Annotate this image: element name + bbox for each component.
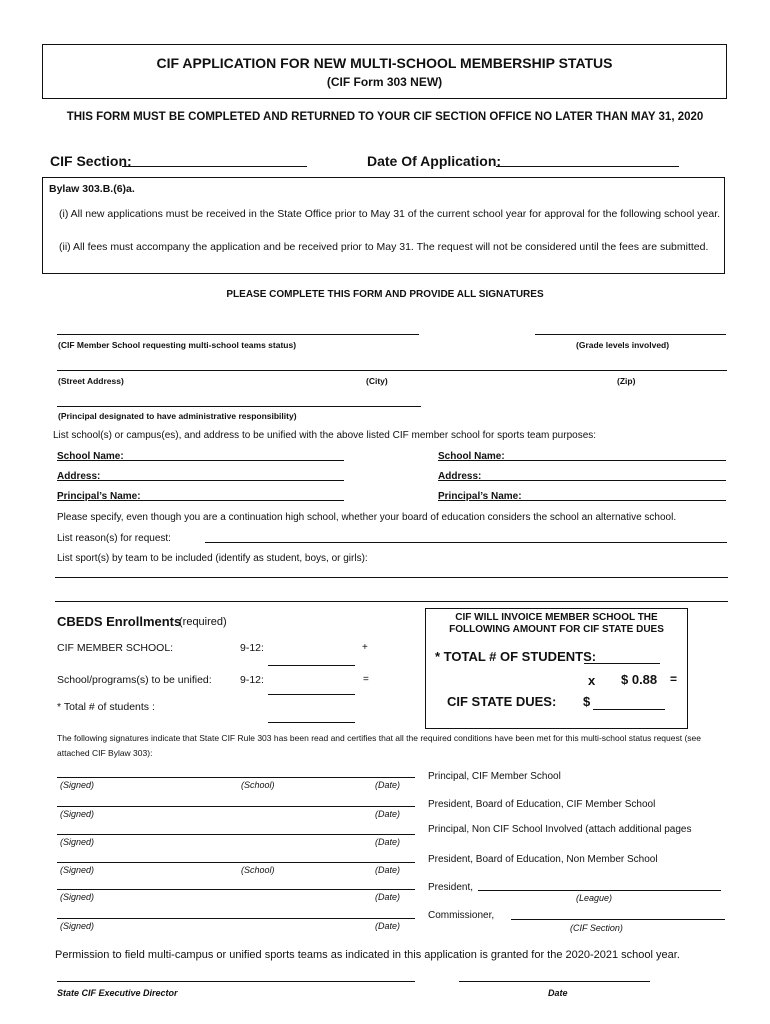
sports-field-1[interactable] <box>55 577 728 578</box>
cif-section-sig-label: (CIF Section) <box>570 923 623 933</box>
bylaw-item-2: (ii) All fees must accompany the application and be received prior to May 31. The request will not be considered until the fees are submitted. <box>59 241 709 253</box>
date-label-3: (Date) <box>375 837 401 847</box>
street-address-field[interactable] <box>57 370 727 371</box>
school-name-field-right[interactable] <box>503 460 726 461</box>
signature-line-6[interactable] <box>57 918 415 919</box>
instructions-heading: PLEASE COMPLETE THIS FORM AND PROVIDE ALL SIGNATURES <box>226 289 544 300</box>
signature-line-5[interactable] <box>57 889 415 890</box>
sports-field-2[interactable] <box>55 601 728 602</box>
role-principal-member: Principal, CIF Member School <box>428 771 561 782</box>
invoice-heading-1: CIF WILL INVOICE MEMBER SCHOOL THE <box>455 612 658 623</box>
cif-section-label: CIF Section: <box>50 153 132 169</box>
role-commissioner: Commissioner, <box>428 910 495 921</box>
state-dues-label: CIF STATE DUES: <box>447 694 557 709</box>
address-label-left: Address: <box>57 471 101 482</box>
principal-name-label-right: Principal’s Name: <box>438 491 522 502</box>
total-students-field[interactable] <box>584 663 660 664</box>
signature-line-4[interactable] <box>57 862 415 863</box>
cbeds-member-count-field[interactable] <box>268 665 355 666</box>
multiply-sign: x <box>588 673 596 688</box>
permission-text: Permission to field multi-campus or unified sports teams as indicated in this application is granted for the 2020-2021 school year. <box>55 949 680 961</box>
street-address-label: (Street Address) <box>58 376 124 386</box>
role-principal-non-cif: Principal, Non CIF School Involved (attach additional pages <box>428 824 692 835</box>
signed-label-1: (Signed) <box>60 780 95 790</box>
city-label: (City) <box>366 376 388 386</box>
application-date-field[interactable] <box>496 166 679 167</box>
address-label-right: Address: <box>438 471 482 482</box>
grade-levels-field[interactable] <box>535 334 726 335</box>
signed-label-3: (Signed) <box>60 837 95 847</box>
date-label-2: (Date) <box>375 809 401 819</box>
application-date-label: Date Of Application: <box>367 153 502 169</box>
cbeds-unified-count-field[interactable] <box>268 694 355 695</box>
principal-admin-field[interactable] <box>57 406 421 407</box>
cbeds-total-label: * Total # of students : <box>57 701 155 713</box>
signature-line-2[interactable] <box>57 806 415 807</box>
signed-label-6: (Signed) <box>60 921 95 931</box>
date-label-1: (Date) <box>375 780 401 790</box>
school-name-field-left[interactable] <box>122 460 344 461</box>
bylaw-box <box>42 177 725 274</box>
league-label: (League) <box>576 893 613 903</box>
address-field-left[interactable] <box>97 480 344 481</box>
zip-label: (Zip) <box>617 376 636 386</box>
bylaw-item-1: (i) All new applications must be received in the State Office prior to May 31 of the current school year for approval for the following school year. <box>59 208 721 220</box>
cbeds-total-field[interactable] <box>268 722 355 723</box>
signature-line-1[interactable] <box>57 777 415 778</box>
reasons-field[interactable] <box>205 542 727 543</box>
school-name-label-right: School Name: <box>438 451 505 462</box>
form-title-box <box>42 44 727 99</box>
cif-section-field[interactable] <box>122 166 307 167</box>
school-label-1: (School) <box>241 780 275 790</box>
cif-section-commissioner-field[interactable] <box>511 919 725 920</box>
principal-name-field-left[interactable] <box>138 500 344 501</box>
form-subtitle: (CIF Form 303 NEW) <box>326 75 443 89</box>
dues-rate: $ 0.88 <box>621 672 658 687</box>
role-board-president-non-member: President, Board of Education, Non Member School <box>428 854 658 865</box>
date-label-6: (Date) <box>375 921 401 931</box>
director-label: State CIF Executive Director <box>57 988 178 998</box>
reasons-label: List reason(s) for request: <box>57 533 171 544</box>
total-students-label: * TOTAL # OF STUDENTS: <box>435 649 597 664</box>
bylaw-title: Bylaw 303.B.(6)a. <box>49 183 135 195</box>
state-dues-field[interactable] <box>593 709 665 710</box>
date-label-4: (Date) <box>375 865 401 875</box>
invoice-box <box>425 608 688 729</box>
school-label-4: (School) <box>241 865 275 875</box>
footer-date-label: Date <box>548 988 568 998</box>
cbeds-unified-label: School/programs(s) to be unified: <box>57 674 212 686</box>
signed-label-2: (Signed) <box>60 809 95 819</box>
signed-label-5: (Signed) <box>60 892 95 902</box>
school-name-label-left: School Name: <box>57 451 124 462</box>
date-label-5: (Date) <box>375 892 401 902</box>
cbeds-equals: = <box>363 674 369 685</box>
dollar-sign: $ <box>583 694 591 709</box>
cbeds-required: (required) <box>179 616 227 628</box>
list-schools-text: List school(s) or campus(es), and address to be unified with the above listed CIF member school for sports team purposes: <box>53 430 597 441</box>
invoice-heading-2: FOLLOWING AMOUNT FOR CIF STATE DUES <box>449 624 664 635</box>
cbeds-member-school-label: CIF MEMBER SCHOOL: <box>57 642 174 654</box>
member-school-field[interactable] <box>57 334 419 335</box>
director-signature-line[interactable] <box>57 981 415 982</box>
equals-sign: = <box>670 672 678 686</box>
form-title: CIF APPLICATION FOR NEW MULTI-SCHOOL MEMBERSHIP STATUS <box>156 55 613 71</box>
sports-label: List sport(s) by team to be included (identify as student, boys, or girls): <box>57 553 368 564</box>
cbeds-grades-1: 9-12: <box>240 642 264 654</box>
principal-admin-label: (Principal designated to have administrative responsibility) <box>58 411 297 421</box>
deadline-notice: THIS FORM MUST BE COMPLETED AND RETURNED TO YOUR CIF SECTION OFFICE NO LATER THAN MAY 31, 2020 <box>66 111 704 123</box>
certification-text: The following signatures indicate that State CIF Rule 303 has been read and certifies that all the required conditions have been met for this multi-school status request (see attached CIF Bylaw 303): <box>57 733 701 758</box>
address-field-right[interactable] <box>478 480 726 481</box>
footer-date-line[interactable] <box>459 981 650 982</box>
cbeds-plus: + <box>362 642 368 653</box>
signature-line-3[interactable] <box>57 834 415 835</box>
grade-levels-label: (Grade levels involved) <box>576 340 670 350</box>
principal-name-label-left: Principal’s Name: <box>57 491 141 502</box>
role-board-president-member: President, Board of Education, CIF Member School <box>428 799 656 810</box>
league-field[interactable] <box>478 890 721 891</box>
cbeds-title: CBEDS Enrollments <box>57 614 182 629</box>
principal-name-field-right[interactable] <box>519 500 726 501</box>
role-league-president: President, <box>428 882 474 893</box>
continuation-text: Please specify, even though you are a continuation high school, whether your board of education considers the school an alternative school. <box>57 512 677 523</box>
signed-label-4: (Signed) <box>60 865 95 875</box>
cbeds-grades-2: 9-12: <box>240 674 264 686</box>
member-school-label: (CIF Member School requesting multi-school teams status) <box>58 340 297 350</box>
